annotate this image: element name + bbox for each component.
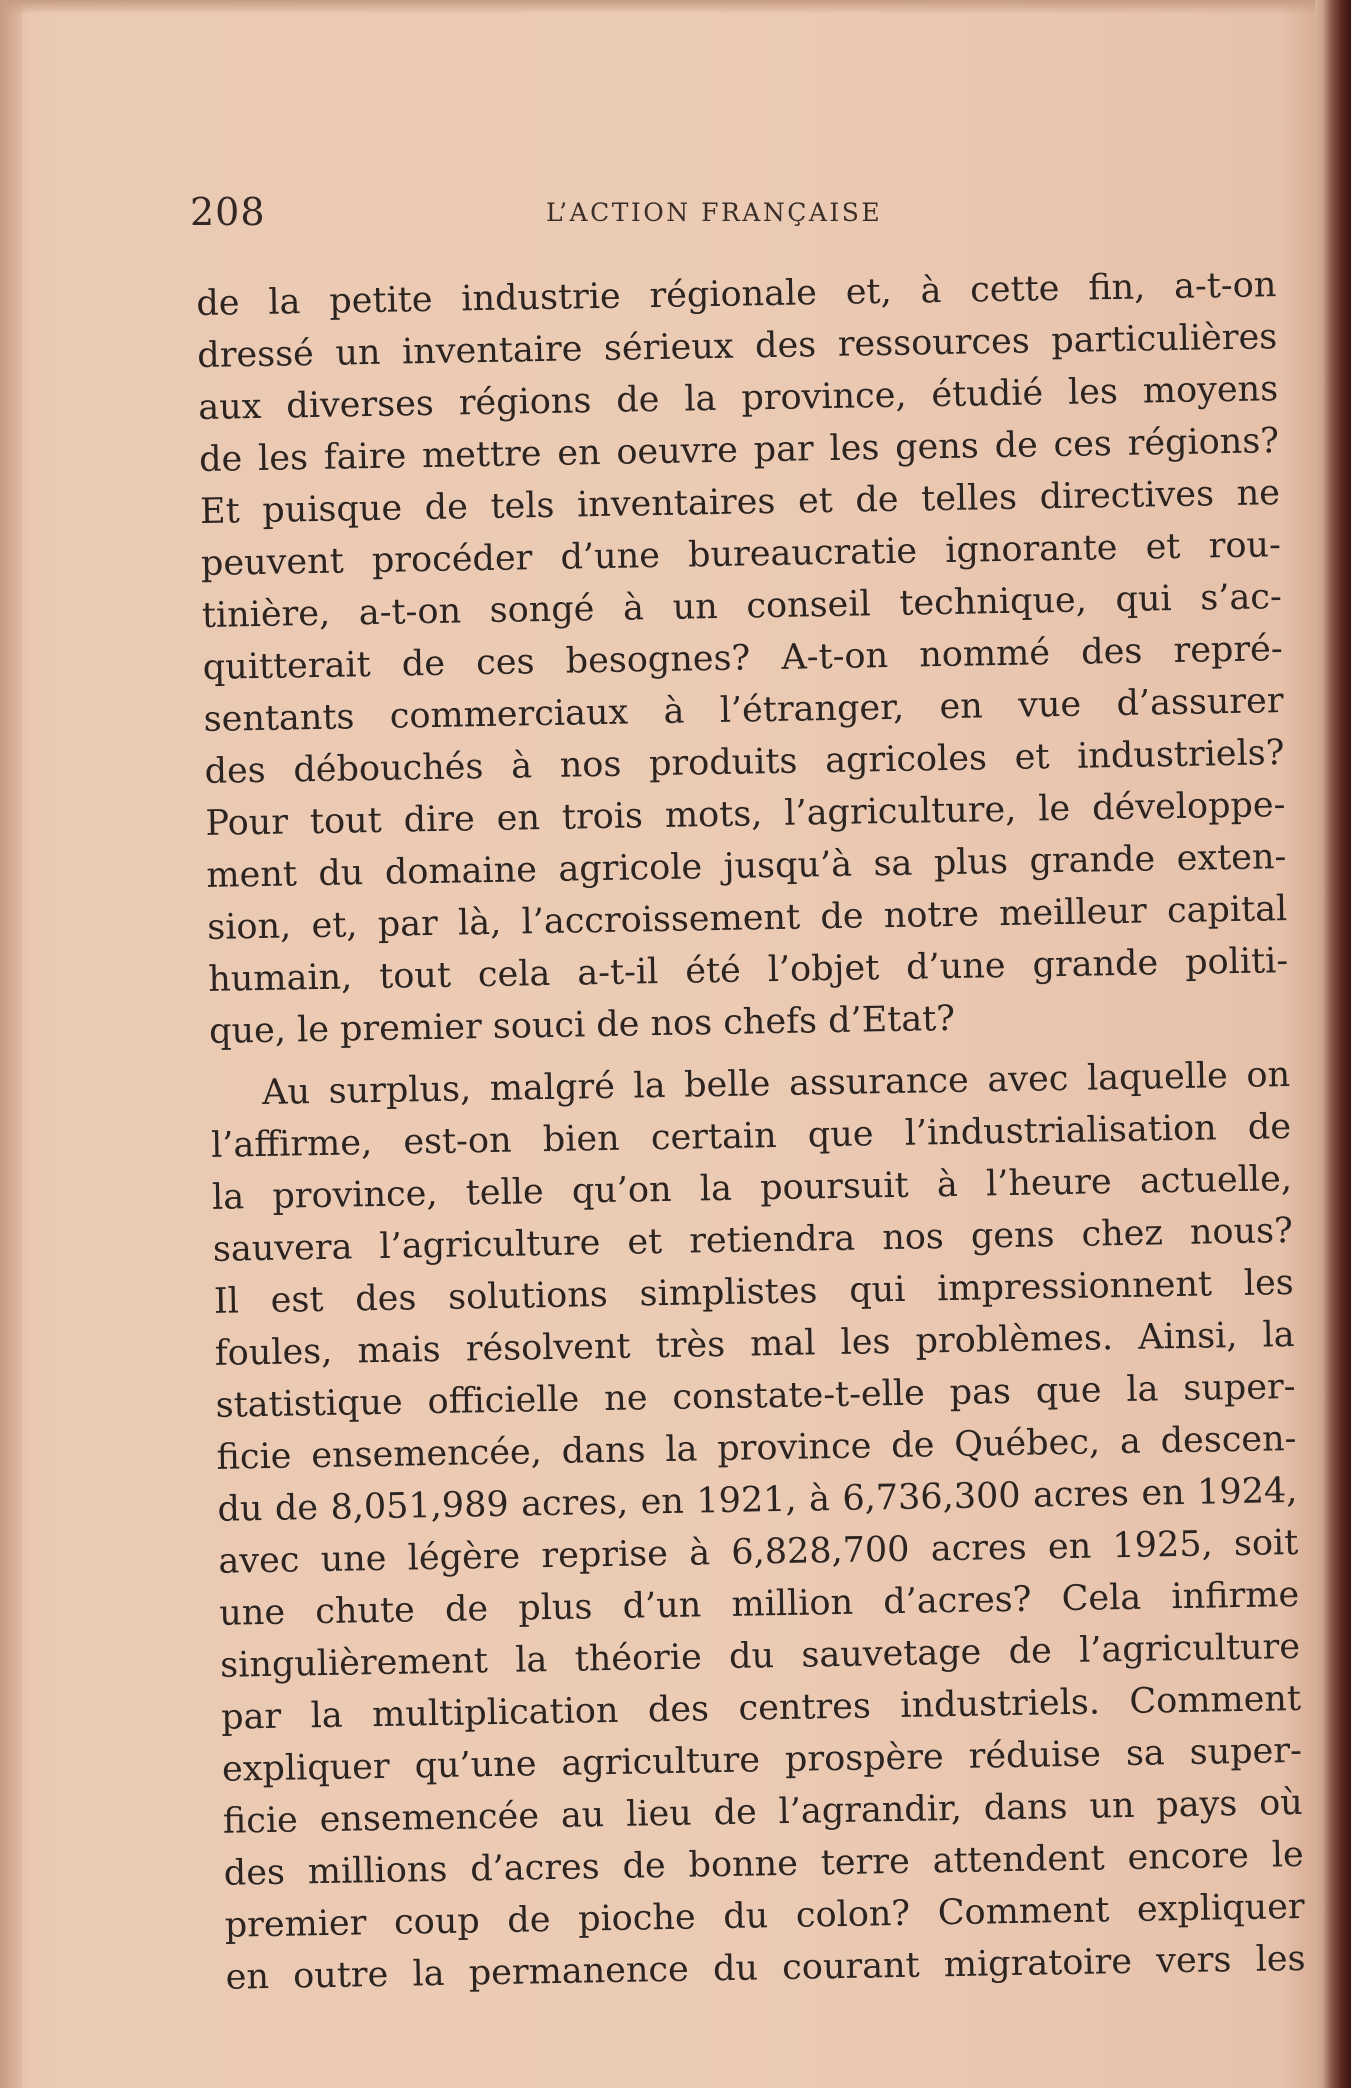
text-line: aux diverses régions de la province, étudié les moyens: [197, 369, 1279, 428]
text-line: ment du domaine agricole jusqu’à sa plus grande exten-: [206, 837, 1287, 896]
text-line: expliquer qu’une agriculture prospère réduise sa super-: [221, 1730, 1303, 1790]
text-line: dressé un inventaire sérieux des ressources particulières: [197, 317, 1278, 376]
text-line: Pour tout dire en trois mots, l’agriculture, le développe-: [205, 785, 1286, 844]
text-line: l’affirme, est-on bien certain que l’industrialisation de: [210, 1107, 1292, 1166]
running-title: L’ACTION FRANÇAISE: [546, 198, 883, 227]
text-line: ficie ensemencée au lieu de l’agrandir, dans un pays où: [222, 1782, 1304, 1842]
text-line: en outre la permanence du courant migratoire vers les: [225, 1938, 1306, 1998]
text-line: humain, tout cela a-t-il été l’objet d’une grande politi-: [207, 941, 1289, 1000]
text-line: de la petite industrie régionale et, à cette fin, a-t-on: [196, 265, 1277, 324]
text-line: des débouchés à nos produits agricoles et industriels?: [204, 733, 1285, 792]
text-line: foules, mais résolvent très mal les problèmes. Ainsi, la: [214, 1314, 1295, 1374]
text-line: tinière, a-t-on songé à un conseil technique, qui s’ac-: [201, 577, 1283, 636]
text-line: sion, et, par là, l’accroissement de notre meilleur capital: [206, 889, 1288, 948]
book-spine-edge: [1315, 0, 1351, 2088]
page-number: 208: [190, 190, 266, 234]
text-line: sentants commerciaux à l’étranger, en vue d’assurer: [203, 681, 1284, 740]
text-line: quitterait de ces besognes? A-t-on nommé des repré-: [202, 629, 1283, 688]
text-line: ficie ensemencée, dans la province de Québec, a descen-: [216, 1418, 1297, 1478]
text-line: Au surplus, malgré la belle assurance avec laquelle on: [261, 1055, 1291, 1113]
text-line: premier coup de pioche du colon? Comment expliquer: [224, 1886, 1305, 1946]
page-top-edge: [0, 0, 1315, 14]
text-line: que, le premier souci de nos chefs d’Etat?: [208, 998, 956, 1052]
text-line: avec une légère reprise à 6,828,700 acres en 1925, soit: [218, 1522, 1299, 1582]
body-text: [196, 259, 1306, 2004]
text-line: Il est des solutions simplistes qui impressionnent les: [213, 1262, 1295, 1322]
text-line: du de 8,051,989 acres, en 1921, à 6,736,300 acres en 1924,: [217, 1470, 1298, 1530]
text-line: des millions d’acres de bonne terre attendent encore le: [223, 1834, 1305, 1894]
text-line: une chute de plus d’un million d’acres? Cela infirme: [218, 1574, 1300, 1634]
text-line: peuvent procéder d’une bureaucratie ignorante et rou-: [200, 525, 1282, 584]
text-line: singulièrement la théorie du sauvetage de l’agriculture: [219, 1626, 1301, 1686]
paragraph-2: [210, 1049, 1306, 2004]
text-line: de les faire mettre en oeuvre par les gens de ces régions?: [198, 421, 1280, 480]
text-line: statistique officielle ne constate-t-elle pas que la super-: [215, 1366, 1296, 1426]
text-line: Et puisque de tels inventaires et de telles directives ne: [199, 473, 1281, 532]
page-left-edge: [0, 0, 22, 2088]
text-line: par la multiplication des centres industriels. Comment: [220, 1678, 1302, 1738]
paragraph-1: [196, 259, 1289, 1058]
text-line: sauvera l’agriculture et retiendra nos gens chez nous?: [212, 1211, 1294, 1270]
text-line: la province, telle qu’on la poursuit à l’heure actuelle,: [211, 1159, 1293, 1218]
page-header: [190, 190, 1280, 240]
